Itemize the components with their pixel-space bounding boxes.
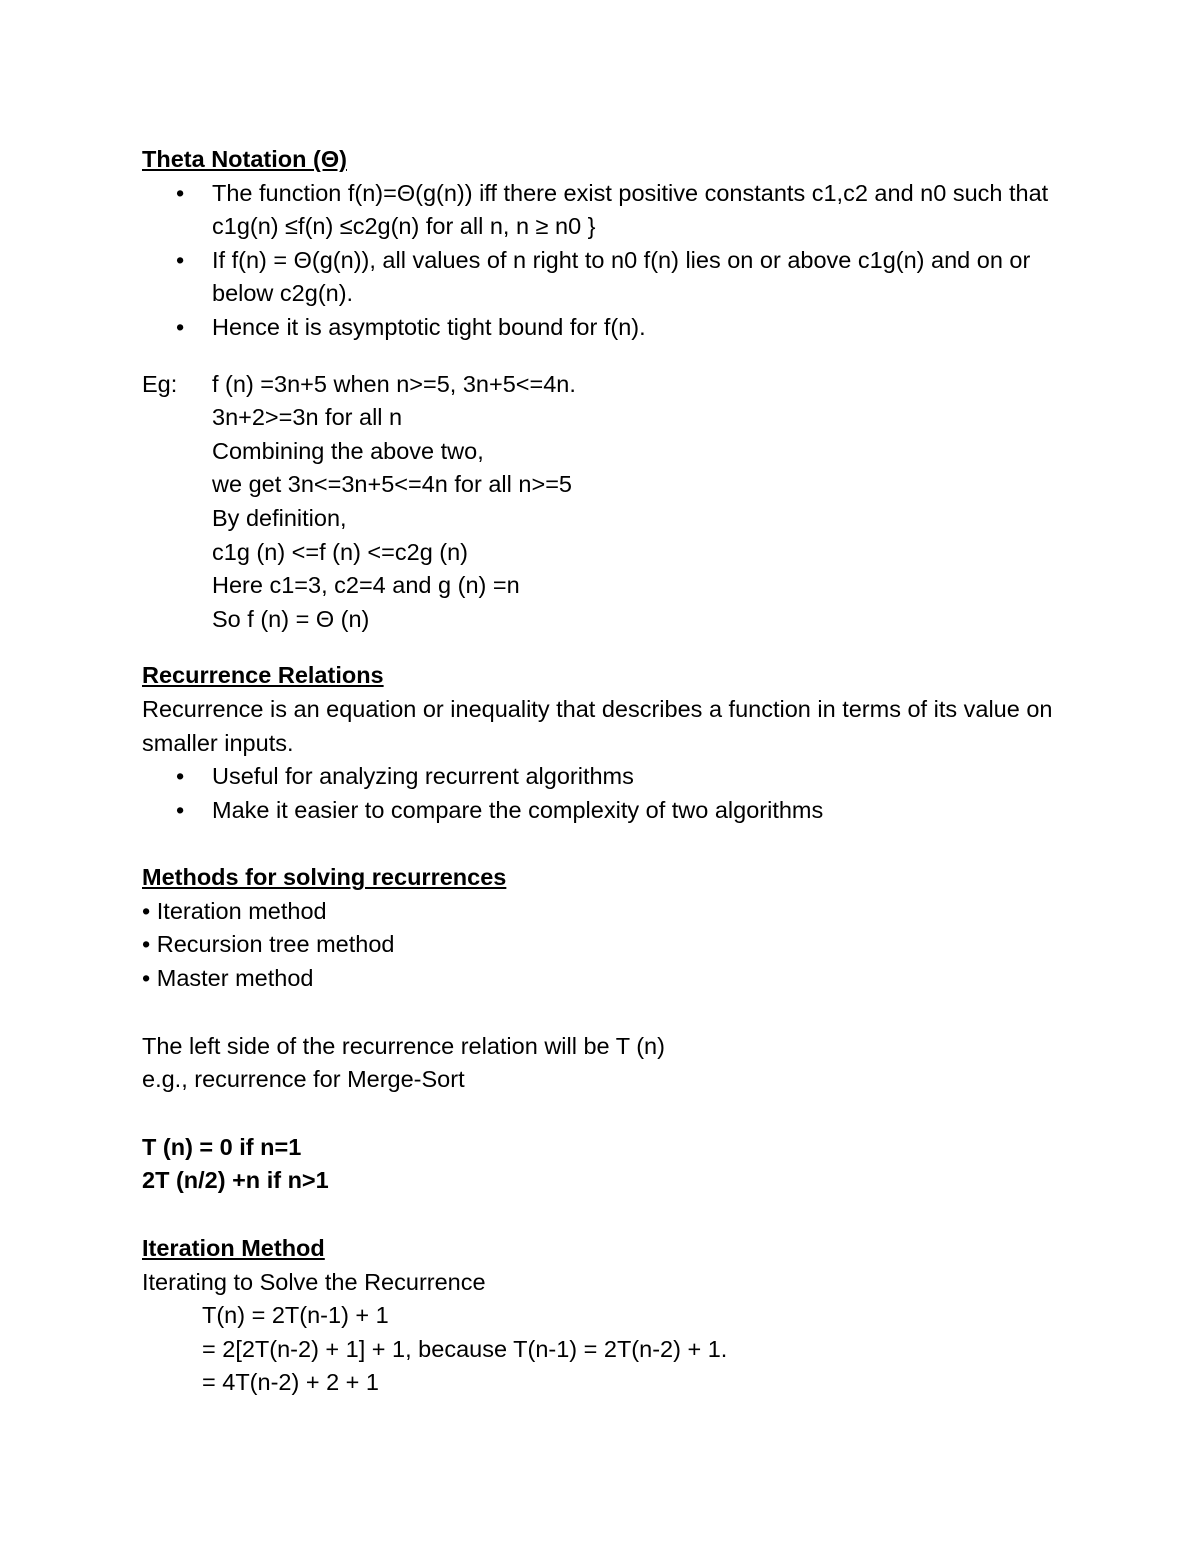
methods-item-1: • Iteration method	[142, 897, 327, 924]
iteration-intro: Iterating to Solve the Recurrence	[142, 1268, 486, 1295]
methods-item-3: • Master method	[142, 965, 314, 992]
example-label: Eg:	[142, 370, 178, 397]
bullet-icon: •	[176, 796, 185, 823]
theta-bullet-list	[142, 177, 1062, 345]
theta-heading: Theta Notation (Θ)	[142, 146, 347, 172]
recurrence-bullet-2: Make it easier to compare the complexity of two algorithms	[212, 796, 824, 823]
merge-line-2: e.g., recurrence for Merge-Sort	[142, 1066, 465, 1093]
document-page	[142, 143, 1062, 1400]
merge-line-1: The left side of the recurrence relation will be T (n)	[142, 1032, 665, 1059]
theta-bullet-1: The function f(n)=Θ(g(n)) iff there exist positive constants c1,c2 and n0 such that c1g(n) ≤f(n) ≤c2g(n) for all n, n ≥ n0 }	[212, 179, 1049, 240]
example-line-1: f (n) =3n+5 when n>=5, 3n+5<=4n.	[212, 370, 576, 397]
bullet-icon: •	[176, 313, 185, 340]
example-line-5: By definition,	[212, 504, 347, 531]
merge-equation-2: 2T (n/2) +n if n>1	[142, 1167, 329, 1194]
iteration-step-2: = 2[2T(n-2) + 1] + 1, because T(n-1) = 2T(n-2) + 1.	[202, 1335, 728, 1362]
example-line-4: we get 3n<=3n+5<=4n for all n>=5	[212, 471, 572, 498]
recurrence-bullet-list	[142, 760, 1062, 827]
recurrence-intro: Recurrence is an equation or inequality that describes a function in terms of its value on smaller inputs.	[142, 695, 1053, 756]
bullet-icon: •	[176, 246, 185, 273]
list-item	[142, 244, 1062, 311]
list-item	[142, 794, 1062, 828]
example-line-2: 3n+2>=3n for all n	[212, 404, 403, 431]
example-block	[142, 368, 1062, 637]
iteration-step-3: = 4T(n-2) + 2 + 1	[202, 1369, 379, 1396]
example-line-8: So f (n) = Θ (n)	[212, 605, 370, 632]
methods-item-2: • Recursion tree method	[142, 931, 395, 958]
example-line-6: c1g (n) <=f (n) <=c2g (n)	[212, 538, 469, 565]
bullet-icon: •	[176, 763, 185, 790]
theta-bullet-2: If f(n) = Θ(g(n)), all values of n right to n0 f(n) lies on or above c1g(n) and on or below c2g(n).	[212, 246, 1031, 307]
iteration-heading: Iteration Method	[142, 1235, 325, 1262]
methods-heading: Methods for solving recurrences	[142, 864, 507, 891]
list-item	[142, 311, 1062, 345]
example-lines	[212, 368, 576, 637]
bullet-icon: •	[176, 179, 185, 206]
theta-bullet-3: Hence it is asymptotic tight bound for f(n).	[212, 313, 646, 340]
list-item	[142, 177, 1062, 244]
iteration-step-1: T(n) = 2T(n-1) + 1	[202, 1302, 389, 1329]
list-item	[142, 760, 1062, 794]
example-line-3: Combining the above two,	[212, 437, 484, 464]
recurrence-heading: Recurrence Relations	[142, 662, 384, 689]
recurrence-bullet-1: Useful for analyzing recurrent algorithms	[212, 763, 634, 790]
merge-equation-1: T (n) = 0 if n=1	[142, 1133, 302, 1160]
example-line-7: Here c1=3, c2=4 and g (n) =n	[212, 572, 520, 599]
iteration-steps	[142, 1299, 1062, 1400]
